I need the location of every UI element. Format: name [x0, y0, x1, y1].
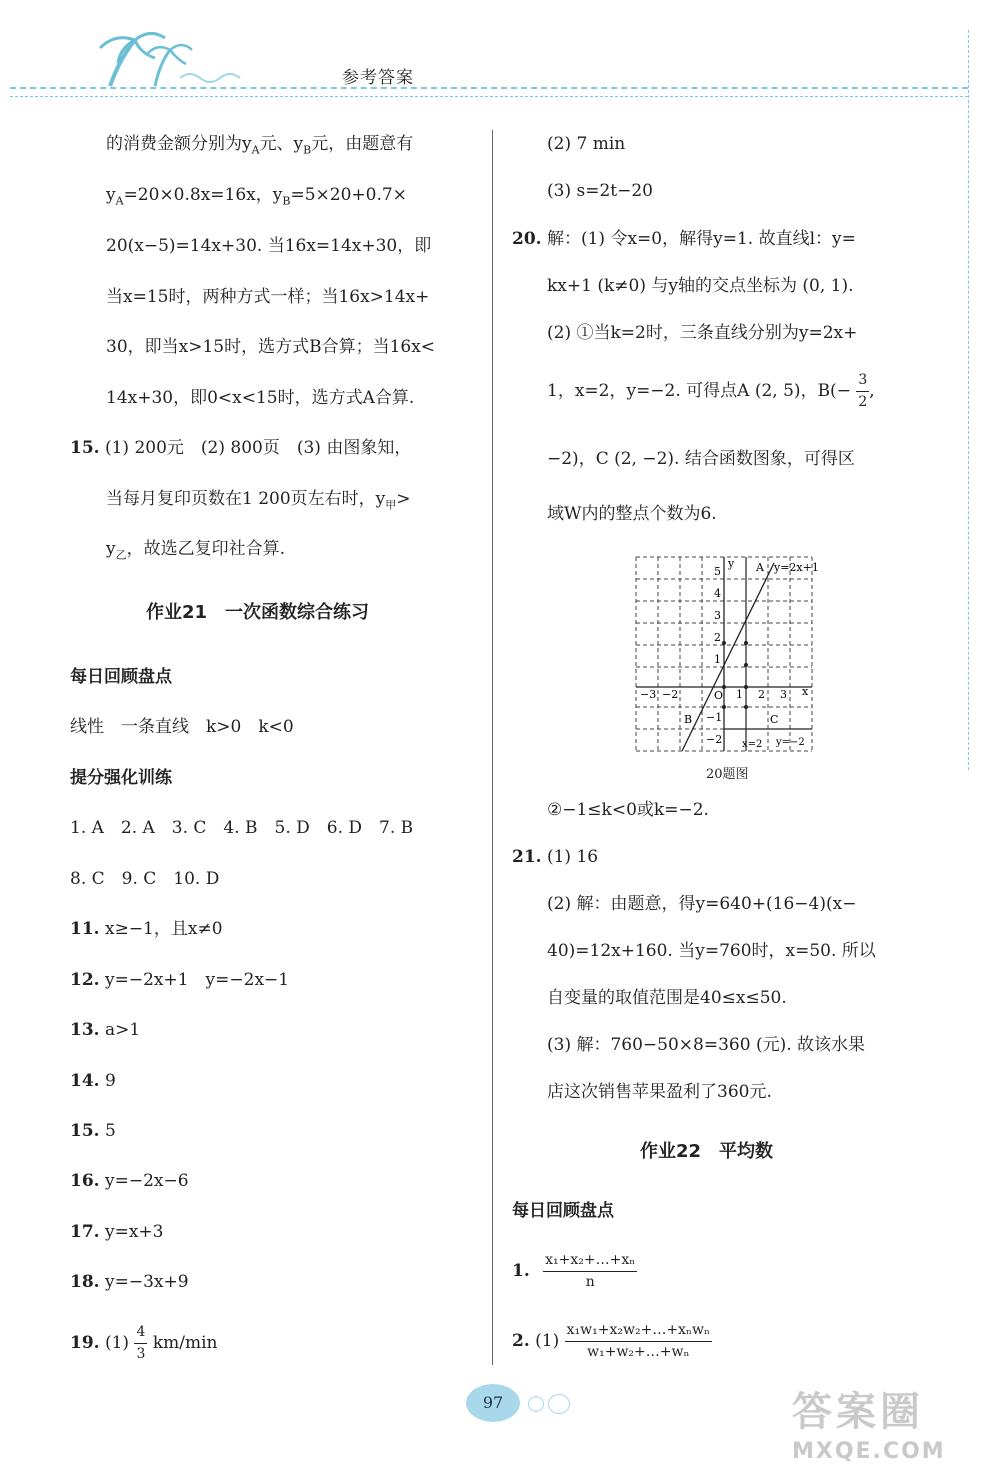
- y-tick: −1: [706, 711, 723, 724]
- page-header-title: 参考答案: [342, 68, 414, 88]
- daily-review-title: 每日回顾盘点: [70, 667, 172, 687]
- answer-22-1: 1. $\frac{\text{x₁+x₂+…+xₙ}}{n}$: [512, 1252, 636, 1290]
- fraction: $\frac{4}{3}$: [136, 1324, 146, 1362]
- y-tick: −2: [706, 733, 723, 746]
- fraction: $\frac{\text{x₁+x₂+…+xₙ}}{n}$: [545, 1252, 636, 1290]
- header-divider-thin: [10, 96, 968, 97]
- multiple-choice-row-1: 1. A 2. A 3. C 4. B 5. D 6. D 7. B: [70, 818, 414, 838]
- answer-14-line-2: $y_A=20\times 0.8x=16x$，$y_B=5\times 20+0.7\times$: [106, 185, 407, 208]
- answer-18: 18. y=−3x+9: [70, 1272, 189, 1292]
- section-title-21: 作业21 一次函数综合练习: [146, 602, 370, 623]
- margin-dashed-line: [968, 30, 969, 770]
- answer-14-line-3: 20(x−5)=14x+30. 当16x=14x+30，即: [106, 236, 432, 256]
- answer-14-line-4: 当x=15时，两种方式一样；当16x>14x+: [106, 287, 430, 307]
- answer-13: 13. a>1: [70, 1020, 141, 1040]
- column-divider: [492, 130, 493, 1365]
- point-c-label: C: [770, 713, 779, 726]
- answer-20-part-2: ②−1≤k<0或k=−2.: [547, 800, 709, 820]
- y-axis-label: y: [728, 557, 735, 570]
- answer-22-2: 2. (1) $\frac{\text{x₁w₁+x₂w₂+…+xₙwₙ}}{\text{w₁+w₂+…+wₙ}}$: [512, 1322, 711, 1360]
- answer-21-line-3: 40)=12x+160. 当y=760时，x=50. 所以: [547, 941, 876, 961]
- y-tick: 1: [714, 653, 721, 666]
- x-tick: 3: [780, 688, 787, 701]
- x-tick: 2: [758, 688, 765, 701]
- daily-review-answer: 线性 一条直线 k>0 k<0: [70, 717, 294, 737]
- y-tick: 5: [714, 565, 721, 578]
- y-tick: 3: [714, 609, 721, 622]
- point-a-label: A: [756, 561, 764, 574]
- answer-21-line-4: 自变量的取值范围是40≤x≤50.: [547, 988, 787, 1008]
- line-x2-label: x=2: [742, 739, 763, 750]
- answer-11: 11. x≥−1，且x≠0: [70, 919, 223, 939]
- answer-15b: 15. 5: [70, 1121, 116, 1141]
- section-title-22: 作业22 平均数: [640, 1141, 774, 1162]
- answer-12: 12. y=−2x+1 y=−2x−1: [70, 970, 290, 990]
- x-tick: −2: [662, 688, 679, 701]
- decorative-ring: [548, 1394, 570, 1414]
- multiple-choice-row-2: 8. C 9. C 10. D: [70, 869, 220, 889]
- daily-review-title-22: 每日回顾盘点: [512, 1201, 614, 1221]
- answer-14-line-6: 14x+30，即0<x<15时，选方式A合算.: [106, 388, 415, 408]
- answer-21-line-1: 21. (1) 16: [512, 847, 599, 867]
- function-graph: [634, 555, 829, 759]
- answer-20-line-5: −2)，C (2, −2). 结合函数图象，可得区: [547, 449, 855, 469]
- point-b-label: B: [684, 713, 693, 726]
- answer-14-line-5: 30，即当x>15时，选方式B合算；当16x<: [106, 337, 436, 357]
- answer-14: 14. 9: [70, 1071, 116, 1091]
- watermark: 答案圈 MXQE.COM: [792, 1389, 946, 1464]
- answer-15-line-2: 当每月复印页数在1 200页左右时，$y_甲>$: [106, 489, 411, 512]
- answer-15: 15. (1) 200元 (2) 800页 (3) 由图象知，: [70, 438, 412, 458]
- y-tick: 4: [714, 587, 721, 600]
- x-tick: 1: [736, 688, 743, 701]
- line-y-neg2-label: y=−2: [776, 737, 805, 748]
- answer-21-line-5: (3) 解：760−50×8=360 (元). 故该水果: [547, 1035, 866, 1055]
- x-axis-label: x: [802, 685, 809, 698]
- fraction: $\frac{3}{2}$: [858, 372, 868, 410]
- header-palm-decoration: [80, 28, 260, 92]
- answer-20-line-6: 域W内的整点个数为6.: [547, 504, 717, 524]
- answer-19: 19. (1) $\frac{4}{3}$ km/min: [70, 1324, 218, 1362]
- figure-caption: 20题图: [706, 767, 749, 782]
- answer-19-part-2: (2) 7 min: [547, 134, 626, 154]
- answer-17: 17. y=x+3: [70, 1222, 164, 1242]
- line-y-2x-1-label: y=2x+1: [774, 561, 819, 574]
- page-number: 97: [466, 1384, 520, 1422]
- answer-21-line-2: (2) 解：由题意，得y=640+(16−4)(x−: [547, 894, 857, 914]
- fraction: $\frac{\text{x₁w₁+x₂w₂+…+xₙwₙ}}{\text{w₁+w₂+…+wₙ}}$: [566, 1322, 711, 1360]
- answer-21-line-6: 店这次销售苹果盈利了360元.: [547, 1082, 772, 1102]
- header-divider: [10, 87, 968, 89]
- answer-19-part-3: (3) s=2t−20: [547, 181, 653, 201]
- answer-15-line-3: $y_乙$，故选乙复印社合算.: [106, 539, 286, 562]
- answer-20-line-4: 1，x=2，y=−2. 可得点A (2, 5)，B(− $\frac{3}{2}$ ,: [547, 372, 875, 410]
- answer-20-line-2: kx+1 (k≠0) 与y轴的交点坐标为 (0, 1).: [547, 276, 854, 296]
- training-title: 提分强化训练: [70, 768, 172, 788]
- answer-20-line-3: (2) ①当k=2时，三条直线分别为y=2x+: [547, 323, 858, 343]
- x-tick: −3: [640, 688, 657, 701]
- answer-16: 16. y=−2x−6: [70, 1171, 189, 1191]
- y-tick: 2: [714, 631, 721, 644]
- decorative-ring: [528, 1396, 544, 1412]
- answer-20-line-1: 20. 解：(1) 令x=0，解得y=1. 故直线l：y=: [512, 229, 856, 249]
- answer-14-line-1: 的消费金额分别为$y_A$元、$y_B$元，由题意有: [106, 134, 414, 157]
- origin-label: O: [714, 689, 724, 702]
